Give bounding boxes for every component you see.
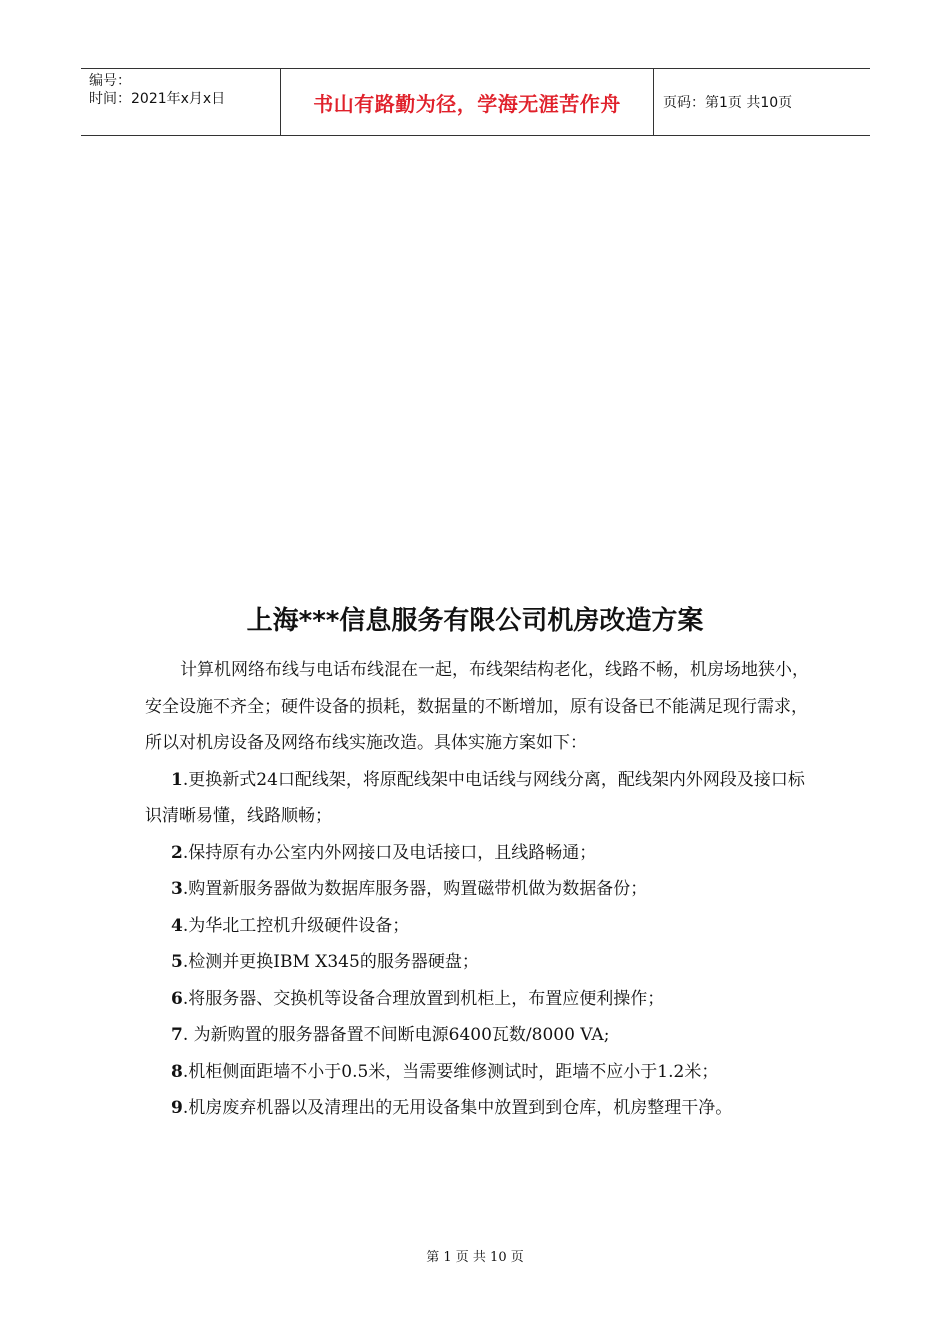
plan-item-number: 7 — [171, 1025, 183, 1045]
plan-item-9 — [145, 1090, 815, 1127]
header-page-cell — [654, 69, 870, 135]
plan-item-3 — [145, 871, 815, 908]
plan-item-5 — [145, 944, 815, 981]
plan-item-7 — [145, 1017, 815, 1054]
header-motto-cell — [281, 69, 654, 135]
plan-item-number: 4 — [171, 915, 183, 936]
plan-item-number: 9 — [171, 1098, 183, 1118]
plan-item-number: 3 — [171, 879, 183, 899]
plan-item-1 — [145, 762, 815, 835]
page-header — [81, 68, 870, 136]
plan-item-number: 2 — [171, 842, 183, 863]
plan-item-text: .机柜侧面距墙不小于0.5米，当需要维修测试时，距墙不应小于1.2米； — [182, 1061, 719, 1082]
header-meta-cell — [81, 69, 281, 135]
plan-item-4 — [145, 908, 815, 945]
plan-item-8 — [145, 1054, 815, 1091]
intro-paragraph: 计算机网络布线与电话布线混在一起，布线架结构老化，线路不畅，机房场地狭小，安全设施不齐全；硬件设备的损耗，数据量的不断增加，原有设备已不能满足现行需求，所以对机房设备及网络布线实施改造。具体实施方案如下： — [145, 660, 809, 753]
plan-item-6 — [145, 981, 815, 1018]
plan-item-number: 8 — [171, 1061, 183, 1082]
plan-item-2 — [145, 835, 815, 872]
header-motto: 书山有路勤为径，学海无涯苦作舟 — [313, 91, 621, 116]
plan-item-number: 6 — [171, 988, 183, 1009]
document-title: 上海***信息服务有限公司机房改造方案 — [246, 606, 704, 636]
plan-item-number: 5 — [171, 952, 183, 972]
plan-item-text: .机房废弃机器以及清理出的无用设备集中放置到到仓库，机房整理干净。 — [182, 1098, 733, 1118]
plan-item-text: .将服务器、交换机等设备合理放置到机柜上，布置应便利操作； — [182, 988, 665, 1009]
plan-item-text: .更换新式24口配线架，将原配线架中电话线与网线分离，配线架内外网段及接口标识清晰易懂，线路顺畅； — [145, 769, 805, 826]
page-footer: 第 1 页 共 10 页 — [426, 1250, 524, 1265]
plan-item-text: .检测并更换IBM X345的服务器硬盘； — [182, 952, 479, 972]
header-page-info: 页码：第1页 共10页 — [663, 95, 793, 111]
plan-item-number: 1 — [171, 769, 183, 790]
plan-item-text: .保持原有办公室内外网接口及电话接口，且线路畅通； — [182, 842, 597, 863]
document-body — [145, 652, 815, 1127]
plan-item-text: . 为新购置的服务器备置不间断电源6400瓦数/8000 VA; — [182, 1025, 610, 1045]
document-time-label: 时间：2021年x月x日 — [89, 91, 226, 107]
plan-item-text: .为华北工控机升级硬件设备； — [182, 915, 410, 936]
plan-item-text: .购置新服务器做为数据库服务器，购置磁带机做为数据备份； — [182, 879, 648, 899]
document-number-label: 编号： — [89, 73, 131, 89]
